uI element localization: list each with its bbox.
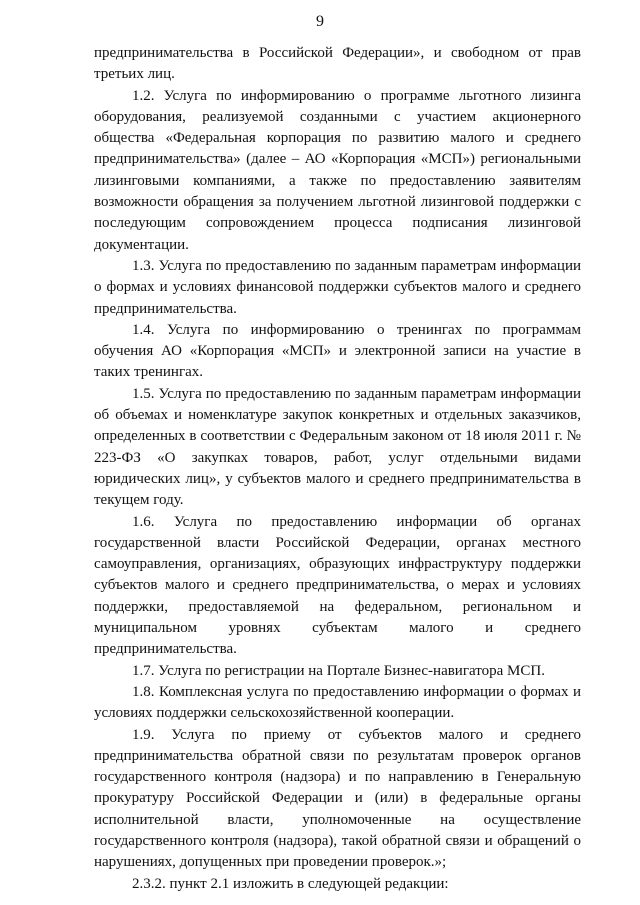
paragraph-item-1-4: 1.4. Услуга по информированию о тренингах по программам обучения АО «Корпорация «МСП» и электронной записи на участие в таких тренингах. — [94, 321, 581, 381]
paragraph-item-1-2: 1.2. Услуга по информированию о программе льготного лизинга оборудования, реализуемой созданными с участием акционерного общества «Федеральная корпорация по развитию малого и среднего предпринимательства» (далее – АО «Корпорация «МСП») региональными лизинговыми компаниями, а также по предоставлению заявителям возможности обращения за получением льготной лизинговой поддержки с последующим сопровождением процесса подписания лизинговой документации. — [94, 87, 581, 253]
document-body — [94, 43, 581, 895]
paragraph-item-1-9: 1.9. Услуга по приему от субъектов малого и среднего предпринимательства обратной связи по результатам проверок органов государственного контроля (надзора) и по направлению в Генеральную прокуратуру Российской Федерации и (или) в федеральные органы исполнительной власти, уполномоченные на осуществление государственного контроля (надзора), такой обратной связи и обращений о нарушениях, допущенных при проведении проверок.»; — [94, 726, 581, 871]
paragraph-continuation: предпринимательства в Российской Федерации», и свободном от прав третьих лиц. — [94, 45, 581, 83]
page-number: 9 — [316, 13, 324, 30]
paragraph-item-2-3-2: 2.3.2. пункт 2.1 изложить в следующей редакции: — [132, 875, 449, 892]
paragraph-item-1-3: 1.3. Услуга по предоставлению по заданным параметрам информации о формах и условиях финансовой поддержки субъектов малого и среднего предпринимательства. — [94, 257, 581, 317]
paragraph-item-1-5: 1.5. Услуга по предоставлению по заданным параметрам информации об объемах и номенклатуре закупок конкретных и отдельных заказчиков, определенных в соответствии с Федеральным законом от 18 июля 2011 г. № 223-ФЗ «О закупках товаров, работ, услуг отдельными видами юридических лиц», у субъектов малого и среднего предпринимательства в текущем году. — [94, 385, 581, 509]
paragraph-item-1-7: 1.7. Услуга по регистрации на Портале Бизнес-навигатора МСП. — [132, 662, 545, 679]
paragraph-item-1-6: 1.6. Услуга по предоставлению информации об органах государственной власти Российской Федерации, органах местного самоуправления, организациях, образующих инфраструктуру поддержки субъектов малого и среднего предпринимательства, о мерах и условиях поддержки, предоставляемой на федеральном, региональном и муниципальном уровнях субъектам малого и среднего предпринимательства. — [94, 513, 581, 658]
paragraph-item-1-8: 1.8. Комплексная услуга по предоставлению информации о формах и условиях поддержки сельскохозяйственной кооперации. — [94, 683, 581, 722]
